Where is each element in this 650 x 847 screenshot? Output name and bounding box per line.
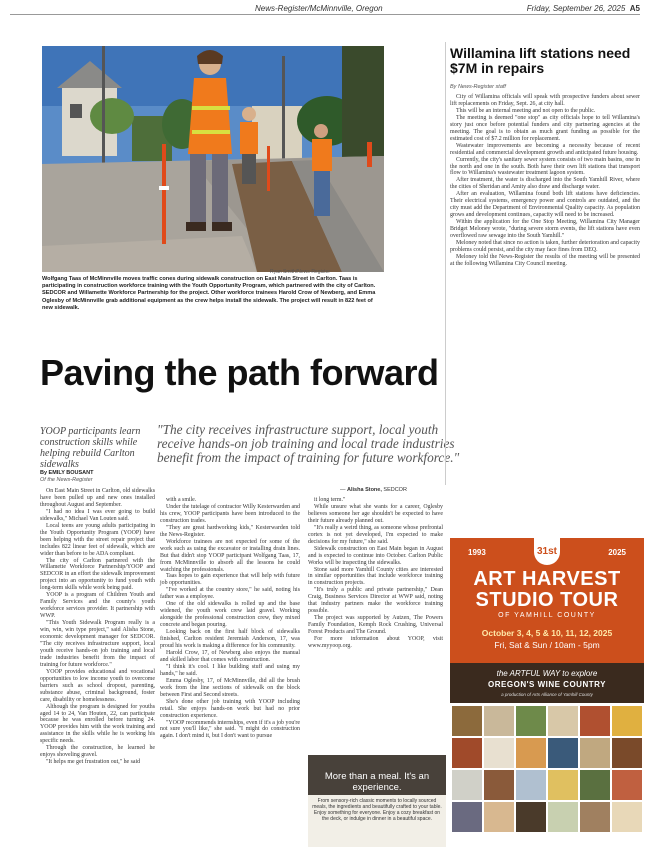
story-paragraph: She's done other job training with YOOP including retail. She enjoys hands-on work but had no prior construction experience. — [160, 698, 300, 719]
artwork-thumbnail — [580, 802, 610, 832]
artwork-thumbnail — [516, 706, 546, 736]
story-byline — [40, 470, 93, 484]
story-paragraph: Stone said more Yamhill County cities are interested in similar opportunities that include workforce training in construction projects. — [308, 566, 443, 587]
ad-tagline-3: a production of Arts Alliance of Yamhill County — [501, 692, 593, 697]
story-paragraph: For more information about YOOP, visit www.myyoop.org. — [308, 636, 443, 650]
story-paragraph: "It's truly a public and private partnership," Dean Craig, Business Services Director at WWP said, noting that industry partners make the workforce training possible. — [308, 587, 443, 615]
restaurant-ad-headline: More than a meal. It's an experience. — [324, 771, 430, 793]
story-paragraph: with a smile. — [166, 497, 197, 503]
restaurant-ad-body: From sensory-rich classic moments to locally sourced meals, the ingredients and beautifully crafted to your table. Enjoy something for everyone. Enjoy a cozy breakfast on the deck, or indulge in dinner in a beautiful space. — [312, 798, 442, 822]
story-paragraph: "I've worked at the country store," he said, noting his father was a employee. — [160, 587, 300, 601]
artwork-thumbnail — [516, 738, 546, 768]
ad-year-end: 2025 — [608, 548, 626, 557]
byline-publication: Of the News-Register — [40, 477, 93, 483]
artwork-thumbnail — [612, 802, 642, 832]
artwork-thumbnail — [516, 802, 546, 832]
sidebar-paragraph: Wastewater improvements are becoming a necessity because of recent residential and commercial development growth and anticipated future housing. — [450, 142, 640, 156]
artwork-thumbnail — [484, 738, 514, 768]
art-harvest-ad[interactable] — [450, 538, 644, 663]
story-paragraph: "This Youth Sidewalk Program really is a win, win, win type project," said Alisha Stone, economic development manager for SEDCOR. "The city receives infrastructure support, local youth receive hands-on job training and local trade industries benefit from the impact of training for future workforce." — [40, 620, 155, 668]
story-paragraph: "It's really a weird thing, as someone whose prefrontal cortex is not yet developed, I'm expected to make decisions for my future," she said. — [308, 524, 443, 545]
page-number: A5 — [629, 4, 640, 13]
ad-tagline-2: OREGON'S WINE COUNTRY — [488, 680, 606, 689]
artwork-thumbnail — [580, 738, 610, 768]
ad-dates: October 3, 4, 5 & 10, 11, 12, 2025 — [481, 628, 613, 638]
story-paragraph: Harold Crow, 17, of Newberg also enjoys the manual and skilled labor that comes with construction. — [160, 649, 300, 663]
story-paragraph: Sidewalk construction on East Main began in August and is expected to continue into October. Carlton Public Works will be inspecting the sidewalks. — [308, 545, 443, 566]
ad-year-start: 1993 — [468, 548, 486, 557]
page-folio — [0, 0, 650, 14]
artwork-thumbnail — [484, 706, 514, 736]
restaurant-ad[interactable] — [308, 755, 446, 847]
story-paragraph: Under the tutelage of contractor Willy Kesterwarden and his crew, YOOP participants have been introduced to the construction trades. — [160, 503, 300, 524]
story-deck: YOOP participants learn construction skills while helping rebuild Carlton sidewalks — [40, 426, 141, 470]
artwork-thumbnail — [452, 770, 482, 800]
sidebar-headline: Willamina lift stations need $7M in repairs — [450, 45, 631, 76]
story-paragraph: Taas hopes to gain experience that will help with future job opportunities. — [160, 573, 300, 587]
artwork-thumbnail — [580, 706, 610, 736]
story-paragraph: "I had no idea I was ever going to build sidewalks," Michael Van Louten said. — [40, 508, 155, 522]
story-paragraph: YOOP provides educational and vocational opportunities to low income youth to overcome barriers such as school dropout, parenting, substance abuse, criminal background, foster care, disability or homelessness. — [40, 668, 155, 703]
byline-name: By EMILY BOUSANT — [40, 470, 94, 476]
story-paragraph: One of the old sidewalks is rolled up and the base widened, the youth work crew laid gravel. Working alongside the professional construction crew, they mixed concrete and began pouring. — [160, 601, 300, 629]
artwork-thumbnail — [612, 738, 642, 768]
anniversary-badge: 31st — [534, 538, 560, 565]
story-paragraph: Looking back on the first half block of sidewalks finished, Carlton resident Jeremiah Anderson, 17, was proud his work is making a difference for his community. — [160, 629, 300, 650]
story-column-3 — [308, 497, 443, 650]
sidebar-paragraph: This will be an internal meeting and not open to the public. — [456, 107, 596, 114]
pull-quote: "The city receives infrastructure support, local youth receive hands-on job training and local trade industries benefit from the impact of training for future workforce." — [157, 422, 460, 465]
sidebar-paragraph: Within the application for the One Stop Meeting, Willamina City Manager Bridget Meloney wrote, "during severe storm events, the lift stations have even overflowed raw sewage into the South Yamhill." — [450, 219, 640, 240]
artwork-thumbnail — [580, 770, 610, 800]
story-column-1 — [40, 488, 155, 766]
photo-credit: Ryan Smith/News-Register — [270, 269, 331, 275]
artwork-thumbnail — [612, 770, 642, 800]
sidebar-paragraph: After treatment, the water is discharged into the South Yamhill River, where the cities of Sheridan and Amity also draw and discharge water. — [450, 177, 640, 191]
sidebar-paragraph: Currently, the city's sanitary sewer system consists of two main basins, one in the north and one in the south. Both have their own lift stations that transport flow to Willamina's wastewater treatment lagoon system. — [450, 156, 640, 177]
artwork-thumbnail — [452, 706, 482, 736]
lead-photo — [42, 46, 384, 272]
story-paragraph: The city of Carlton partnered with the Willamette Workforce Partnership/YOOP and SEDCOR in an effort the sidewalk improvement project into an opportunity to fund youth with long-term skills while work being paid. — [40, 557, 155, 592]
artwork-thumbnail — [516, 770, 546, 800]
sidebar-paragraph: Meloney told the News-Register the results of the meeting will be presented at the following Willamina City Council meeting. — [450, 253, 640, 267]
pull-quote-attribution: — Alisha Stone, SEDCOR — [340, 487, 407, 493]
artwork-thumbnail — [548, 802, 578, 832]
artwork-thumbnail-grid — [450, 706, 644, 846]
story-paragraph: Although the program is designed for youths aged 14 to 24, Van Houten, 22, can participate because he was enrolled before turning 24. YOOP provides him with the work training and assistance in the skills while he is working his specific needs. — [40, 703, 155, 745]
publication-name: News-Register/McMinnville, Oregon — [255, 4, 383, 13]
art-harvest-ad-footer — [450, 663, 644, 703]
story-paragraph: While unsure what she wants for a career, Oglesby believes someone her age shouldn't be expected to have their future already planned out. — [308, 503, 443, 524]
story-paragraph: "I think it's cool. I like building stuff and using my hands," he said. — [160, 663, 300, 677]
story-paragraph: "It helps me get frustration out," he said — [46, 759, 141, 766]
story-paragraph: Emma Oglesby, 17, of McMinnville, did all the brush work from the line sections of sidewalk on the block between First and Second streets. — [160, 677, 300, 698]
ad-hours: Fri, Sat & Sun / 10am - 5pm — [494, 640, 600, 650]
story-paragraph: Workforce trainees are not expected for some of the work such as using the excavator or installing drain lines. But that didn't stop YOOP participant Wolfgang Taas, 17, from McMinnville to absorb all the lessons he could watching the professionals. — [160, 538, 300, 573]
sidebar-paragraph: City of Willamina officials will speak with prospective funders about sewer lift replacements on Friday, Sept. 26, at city hall. — [450, 94, 640, 107]
artwork-thumbnail — [452, 802, 482, 832]
story-paragraph: Through the construction, he learned he enjoys shoveling gravel. — [40, 745, 155, 759]
story-paragraph: The project was supported by Autzen, The Powers Family Foundation, Kemph Rock Crushing, Universal Forest Products and The Ground. — [308, 615, 443, 636]
sidebar-paragraph: The meeting is deemed "one stop" as city officials hope to tell Willamina's story just once before potential funders and city partnering agencies at the meeting. The goal is to obtain as much grant funding as possible for the estimated cost of $7.2 million for replacement. — [450, 114, 640, 142]
sidebar-paragraph: Meloney noted that since no action is taken, further deterioration and capacity problems could persist, and the city may face fines from DEQ. — [450, 240, 640, 253]
story-paragraph: it long term." — [314, 497, 346, 503]
photo-caption: Wolfgang Taas of McMinnville moves traffic cones during sidewalk construction on East Main Street in Carlton. Taas is participating in construction workforce training with the Youth Opportunity Program, which partnered with the city of Carlton. SEDCOR and Willamette Workforce Partnership for the project. Other workforce trainees Harold Crow of Newberg, and Emma Oglesby of McMinnville grab additional equipment as the crew helps install the sidewalk. The project will result in 822 feet of new sidewalk. — [42, 276, 376, 311]
folio-date: Friday, September 26, 2025 A5 — [526, 4, 640, 13]
artwork-thumbnail — [612, 706, 642, 736]
artwork-thumbnail — [484, 770, 514, 800]
story-paragraph: "They are great hardworking kids," Kesterwarden told the News-Register. — [160, 524, 300, 538]
story-paragraph: On East Main Street in Carlton, old sidewalks have been pulled up and new ones installed throughout August and September. — [40, 488, 155, 508]
sidebar-body — [450, 94, 640, 268]
story-headline: Paving the path forward — [40, 352, 439, 393]
sidebar-paragraph: After an evaluation, Willamina found both lift stations have deficiencies. Their electrical systems, emergency power and controls are outdated, and the city must add the Department of Environmental Quality capacity. As population grows and development continues, capacity will need to be increased. — [450, 191, 640, 219]
artwork-thumbnail — [484, 802, 514, 832]
artwork-thumbnail — [548, 770, 578, 800]
story-paragraph: YOOP is a program of Children Youth and Family Services and the county's youth workforce services provider. It partnership with WWP. — [40, 592, 155, 620]
sidebar-byline: By News-Register staff — [450, 84, 506, 90]
ad-tagline-1: the ARTFUL WAY to explore — [496, 669, 598, 678]
story-column-2 — [160, 497, 300, 740]
artwork-thumbnail — [452, 738, 482, 768]
story-paragraph: Local teens are young adults participating in the Youth Opportunity Program (YOOP) have been helping with the street repair project that includes 822 linear feet of sidewalk, which are wider than before to be ADA compliant. — [40, 522, 155, 557]
ad-subtitle: OF YAMHILL COUNTY — [498, 612, 596, 619]
ad-title-line-2: STUDIO TOUR — [475, 589, 619, 611]
story-paragraph: "YOOP recommends internships, even if it's a job you're not sure you'll like," she said. "I might do construction again. I don't mind it, but I don't want to pursue — [160, 719, 300, 740]
ad-title-line-1: ART HARVEST — [473, 568, 621, 590]
artwork-thumbnail — [548, 706, 578, 736]
artwork-thumbnail — [548, 738, 578, 768]
